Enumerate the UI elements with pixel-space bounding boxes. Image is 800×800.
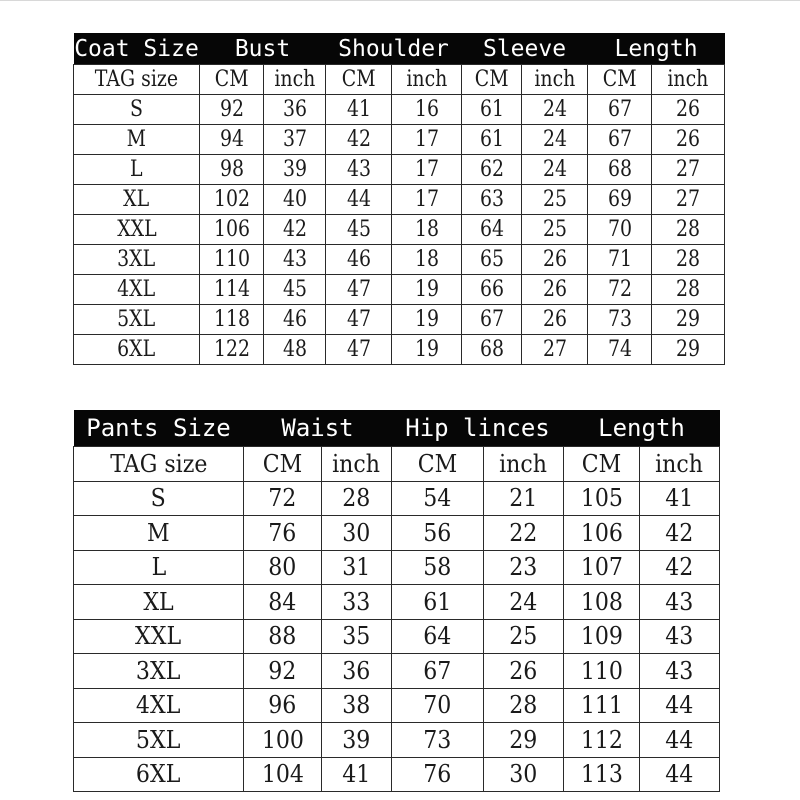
value-cell: 27	[652, 155, 725, 185]
value-cell: 28	[652, 275, 725, 305]
value-cell: 30	[484, 757, 564, 792]
image-top-border	[0, 0, 800, 6]
table-row	[74, 654, 720, 689]
shoulder-header: Shoulder	[326, 33, 462, 65]
size-cell: 3XL	[74, 245, 200, 275]
value-cell: 39	[264, 155, 326, 185]
value-cell: 76	[244, 516, 322, 551]
value-cell: 22	[484, 516, 564, 551]
table-row	[74, 275, 725, 305]
value-cell: 47	[326, 275, 392, 305]
value-cell: 84	[244, 585, 322, 620]
value-cell: 45	[264, 275, 326, 305]
value-cell: 25	[484, 619, 564, 654]
value-cell: 56	[392, 516, 484, 551]
value-cell: 107	[564, 550, 640, 585]
value-cell: 44	[640, 757, 720, 792]
value-cell: 58	[392, 550, 484, 585]
value-cell: 43	[264, 245, 326, 275]
value-cell: 73	[392, 723, 484, 758]
value-cell: 45	[326, 215, 392, 245]
size-cell: M	[74, 125, 200, 155]
pants-header-row	[74, 410, 720, 447]
value-cell: 66	[462, 275, 522, 305]
value-cell: 102	[200, 185, 264, 215]
value-cell: 73	[588, 305, 652, 335]
table-row	[74, 215, 725, 245]
value-cell: 67	[392, 654, 484, 689]
unit-cm: CM	[588, 65, 652, 95]
value-cell: 42	[326, 125, 392, 155]
value-cell: 61	[392, 585, 484, 620]
coat-length-header: Length	[588, 33, 725, 65]
value-cell: 96	[244, 688, 322, 723]
bust-header: Bust	[200, 33, 326, 65]
pants-unit-row	[74, 447, 720, 482]
table-row	[74, 481, 720, 516]
value-cell: 41	[640, 481, 720, 516]
value-cell: 88	[244, 619, 322, 654]
value-cell: 48	[264, 335, 326, 365]
table-row	[74, 305, 725, 335]
size-cell: L	[74, 550, 244, 585]
table-row	[74, 688, 720, 723]
value-cell: 110	[200, 245, 264, 275]
unit-inch: inch	[322, 447, 392, 482]
size-cell: 6XL	[74, 335, 200, 365]
value-cell: 61	[462, 95, 522, 125]
value-cell: 111	[564, 688, 640, 723]
size-cell: M	[74, 516, 244, 551]
value-cell: 46	[264, 305, 326, 335]
value-cell: 33	[322, 585, 392, 620]
size-cell: S	[74, 95, 200, 125]
value-cell: 122	[200, 335, 264, 365]
value-cell: 19	[392, 275, 462, 305]
value-cell: 62	[462, 155, 522, 185]
value-cell: 71	[588, 245, 652, 275]
value-cell: 41	[322, 757, 392, 792]
unit-cm: CM	[326, 65, 392, 95]
value-cell: 105	[564, 481, 640, 516]
unit-inch: inch	[264, 65, 326, 95]
table-row	[74, 550, 720, 585]
size-cell: L	[74, 155, 200, 185]
value-cell: 110	[564, 654, 640, 689]
size-cell: XXL	[74, 619, 244, 654]
value-cell: 70	[392, 688, 484, 723]
value-cell: 42	[640, 516, 720, 551]
value-cell: 24	[484, 585, 564, 620]
value-cell: 68	[588, 155, 652, 185]
value-cell: 106	[200, 215, 264, 245]
value-cell: 54	[392, 481, 484, 516]
value-cell: 47	[326, 305, 392, 335]
waist-header: Waist	[244, 410, 392, 447]
value-cell: 24	[522, 155, 588, 185]
value-cell: 46	[326, 245, 392, 275]
value-cell: 43	[640, 654, 720, 689]
value-cell: 18	[392, 215, 462, 245]
value-cell: 39	[322, 723, 392, 758]
value-cell: 100	[244, 723, 322, 758]
value-cell: 26	[652, 95, 725, 125]
value-cell: 18	[392, 245, 462, 275]
pants-size-header: Pants Size	[74, 410, 244, 447]
value-cell: 27	[522, 335, 588, 365]
value-cell: 26	[484, 654, 564, 689]
value-cell: 44	[640, 688, 720, 723]
size-cell: 5XL	[74, 723, 244, 758]
value-cell: 28	[652, 215, 725, 245]
value-cell: 19	[392, 305, 462, 335]
value-cell: 112	[564, 723, 640, 758]
pants-size-table	[73, 410, 720, 792]
size-cell: 4XL	[74, 688, 244, 723]
value-cell: 67	[462, 305, 522, 335]
value-cell: 27	[652, 185, 725, 215]
value-cell: 72	[244, 481, 322, 516]
value-cell: 30	[322, 516, 392, 551]
value-cell: 37	[264, 125, 326, 155]
size-cell: 4XL	[74, 275, 200, 305]
value-cell: 42	[640, 550, 720, 585]
value-cell: 26	[522, 245, 588, 275]
unit-inch: inch	[484, 447, 564, 482]
value-cell: 114	[200, 275, 264, 305]
value-cell: 67	[588, 125, 652, 155]
value-cell: 63	[462, 185, 522, 215]
value-cell: 28	[322, 481, 392, 516]
value-cell: 29	[652, 335, 725, 365]
unit-inch: inch	[652, 65, 725, 95]
value-cell: 64	[392, 619, 484, 654]
unit-cm: CM	[200, 65, 264, 95]
unit-inch: inch	[392, 65, 462, 95]
coat-size-header: Coat Size	[74, 33, 200, 65]
table-row	[74, 619, 720, 654]
coat-unit-row	[74, 65, 725, 95]
value-cell: 70	[588, 215, 652, 245]
value-cell: 106	[564, 516, 640, 551]
value-cell: 28	[652, 245, 725, 275]
size-cell: XXL	[74, 215, 200, 245]
value-cell: 29	[652, 305, 725, 335]
tag-size-label: TAG size	[74, 65, 200, 95]
value-cell: 19	[392, 335, 462, 365]
table-row	[74, 757, 720, 792]
value-cell: 67	[588, 95, 652, 125]
value-cell: 43	[640, 619, 720, 654]
value-cell: 36	[322, 654, 392, 689]
table-row	[74, 245, 725, 275]
size-cell: XL	[74, 585, 244, 620]
value-cell: 21	[484, 481, 564, 516]
value-cell: 23	[484, 550, 564, 585]
unit-inch: inch	[640, 447, 720, 482]
value-cell: 68	[462, 335, 522, 365]
size-cell: XL	[74, 185, 200, 215]
table-row	[74, 335, 725, 365]
value-cell: 25	[522, 185, 588, 215]
value-cell: 109	[564, 619, 640, 654]
pants-length-header: Length	[564, 410, 720, 447]
value-cell: 47	[326, 335, 392, 365]
value-cell: 108	[564, 585, 640, 620]
value-cell: 74	[588, 335, 652, 365]
value-cell: 24	[522, 125, 588, 155]
value-cell: 72	[588, 275, 652, 305]
value-cell: 26	[522, 305, 588, 335]
table-row	[74, 95, 725, 125]
value-cell: 98	[200, 155, 264, 185]
value-cell: 44	[326, 185, 392, 215]
value-cell: 41	[326, 95, 392, 125]
hip-header: Hip linces	[392, 410, 564, 447]
tag-size-label: TAG size	[74, 447, 244, 482]
value-cell: 16	[392, 95, 462, 125]
value-cell: 24	[522, 95, 588, 125]
value-cell: 69	[588, 185, 652, 215]
value-cell: 44	[640, 723, 720, 758]
table-row	[74, 185, 725, 215]
value-cell: 31	[322, 550, 392, 585]
value-cell: 64	[462, 215, 522, 245]
value-cell: 92	[200, 95, 264, 125]
size-cell: 6XL	[74, 757, 244, 792]
size-cell: S	[74, 481, 244, 516]
value-cell: 113	[564, 757, 640, 792]
value-cell: 17	[392, 125, 462, 155]
value-cell: 36	[264, 95, 326, 125]
value-cell: 65	[462, 245, 522, 275]
table-row	[74, 125, 725, 155]
value-cell: 38	[322, 688, 392, 723]
table-row	[74, 155, 725, 185]
value-cell: 25	[522, 215, 588, 245]
coat-header-row	[74, 33, 725, 65]
value-cell: 92	[244, 654, 322, 689]
unit-cm: CM	[392, 447, 484, 482]
unit-cm: CM	[244, 447, 322, 482]
size-cell: 3XL	[74, 654, 244, 689]
value-cell: 42	[264, 215, 326, 245]
value-cell: 17	[392, 185, 462, 215]
value-cell: 104	[244, 757, 322, 792]
value-cell: 35	[322, 619, 392, 654]
value-cell: 26	[522, 275, 588, 305]
table-row	[74, 723, 720, 758]
unit-inch: inch	[522, 65, 588, 95]
value-cell: 76	[392, 757, 484, 792]
unit-cm: CM	[462, 65, 522, 95]
value-cell: 26	[652, 125, 725, 155]
value-cell: 28	[484, 688, 564, 723]
value-cell: 43	[640, 585, 720, 620]
value-cell: 94	[200, 125, 264, 155]
table-row	[74, 516, 720, 551]
value-cell: 80	[244, 550, 322, 585]
unit-cm: CM	[564, 447, 640, 482]
value-cell: 17	[392, 155, 462, 185]
sleeve-header: Sleeve	[462, 33, 588, 65]
table-row	[74, 585, 720, 620]
value-cell: 29	[484, 723, 564, 758]
value-cell: 40	[264, 185, 326, 215]
coat-size-table	[73, 33, 725, 365]
value-cell: 118	[200, 305, 264, 335]
value-cell: 43	[326, 155, 392, 185]
size-cell: 5XL	[74, 305, 200, 335]
value-cell: 61	[462, 125, 522, 155]
